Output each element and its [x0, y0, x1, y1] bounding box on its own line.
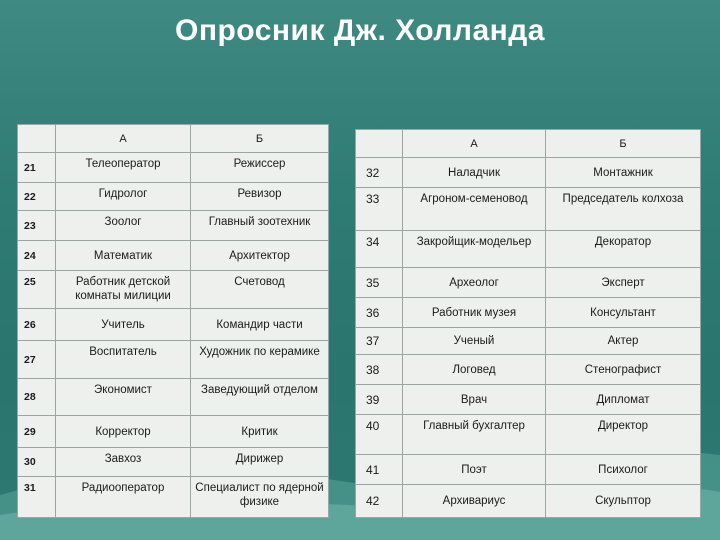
table-row — [356, 298, 701, 328]
option-b: Директор — [546, 415, 701, 455]
right-table — [355, 129, 701, 518]
option-b: Дирижер — [191, 448, 329, 477]
option-a: Архивариус — [403, 485, 546, 518]
header-cell-a: А — [403, 130, 546, 158]
option-a: Завхоз — [56, 448, 191, 477]
row-number: 26 — [18, 309, 56, 341]
row-number: 27 — [18, 341, 56, 379]
row-number: 42 — [356, 485, 403, 518]
option-b: Декоратор — [546, 231, 701, 268]
page-title: Опросник Дж. Холланда — [175, 14, 545, 47]
option-a: Работник детской комнаты милиции — [56, 271, 191, 309]
option-a: Логовед — [403, 355, 546, 385]
row-number: 29 — [18, 416, 56, 448]
table-row — [18, 477, 329, 518]
option-a: Ученый — [403, 328, 546, 355]
table-row — [18, 153, 329, 183]
header-cell-num — [356, 130, 403, 158]
table-row — [18, 416, 329, 448]
table-row — [18, 183, 329, 211]
option-a: Учитель — [56, 309, 191, 341]
option-a: Телеоператор — [56, 153, 191, 183]
option-a: Врач — [403, 385, 546, 415]
header-cell-b: Б — [546, 130, 701, 158]
table-row — [356, 355, 701, 385]
option-a: Математик — [56, 241, 191, 271]
option-b: Актер — [546, 328, 701, 355]
option-b: Скульптор — [546, 485, 701, 518]
table-row — [18, 309, 329, 341]
option-a: Поэт — [403, 455, 546, 485]
option-b: Командир части — [191, 309, 329, 341]
row-number: 21 — [18, 153, 56, 183]
row-number: 31 — [18, 477, 56, 518]
option-b: Монтажник — [546, 158, 701, 188]
table-row — [356, 485, 701, 518]
table-row — [18, 341, 329, 379]
header-cell-a: А — [56, 125, 191, 153]
table-row — [356, 328, 701, 355]
option-a: Главный бухгалтер — [403, 415, 546, 455]
option-b: Дипломат — [546, 385, 701, 415]
option-a: Закройщик-модельер — [403, 231, 546, 268]
table-row — [18, 448, 329, 477]
row-number: 38 — [356, 355, 403, 385]
option-b: Архитектор — [191, 241, 329, 271]
row-number: 28 — [18, 379, 56, 416]
option-b: Председатель колхоза — [546, 188, 701, 231]
table-row — [356, 455, 701, 485]
row-number: 36 — [356, 298, 403, 328]
table-row — [18, 241, 329, 271]
table-row — [356, 268, 701, 298]
option-b: Заведующий отделом — [191, 379, 329, 416]
option-b: Ревизор — [191, 183, 329, 211]
left-table — [17, 124, 329, 518]
row-number: 22 — [18, 183, 56, 211]
option-a: Радиооператор — [56, 477, 191, 518]
option-b: Консультант — [546, 298, 701, 328]
option-b: Специалист по ядерной физике — [191, 477, 329, 518]
option-a: Археолог — [403, 268, 546, 298]
row-number: 39 — [356, 385, 403, 415]
row-number: 23 — [18, 211, 56, 241]
option-b: Режиссер — [191, 153, 329, 183]
row-number: 30 — [18, 448, 56, 477]
table-row — [356, 158, 701, 188]
row-number: 34 — [356, 231, 403, 268]
row-number: 41 — [356, 455, 403, 485]
row-number: 24 — [18, 241, 56, 271]
table-row — [18, 271, 329, 309]
table-row — [356, 231, 701, 268]
option-b: Художник по керамике — [191, 341, 329, 379]
table-row — [18, 379, 329, 416]
table-header-row — [356, 130, 701, 158]
row-number: 32 — [356, 158, 403, 188]
header-cell-num — [18, 125, 56, 153]
option-a: Работник музея — [403, 298, 546, 328]
row-number: 37 — [356, 328, 403, 355]
row-number: 33 — [356, 188, 403, 231]
option-a: Зоолог — [56, 211, 191, 241]
option-a: Наладчик — [403, 158, 546, 188]
header-cell-b: Б — [191, 125, 329, 153]
option-a: Корректор — [56, 416, 191, 448]
option-b: Главный зоотехник — [191, 211, 329, 241]
table-row — [356, 385, 701, 415]
row-number: 40 — [356, 415, 403, 455]
option-a: Агроном-семеновод — [403, 188, 546, 231]
table-row — [18, 211, 329, 241]
option-b: Стенографист — [546, 355, 701, 385]
option-b: Эксперт — [546, 268, 701, 298]
table-header-row — [18, 125, 329, 153]
table-row — [356, 415, 701, 455]
option-b: Психолог — [546, 455, 701, 485]
option-a: Гидролог — [56, 183, 191, 211]
option-b: Счетовод — [191, 271, 329, 309]
option-b: Критик — [191, 416, 329, 448]
row-number: 25 — [18, 271, 56, 309]
option-a: Воспитатель — [56, 341, 191, 379]
row-number: 35 — [356, 268, 403, 298]
table-row — [356, 188, 701, 231]
option-a: Экономист — [56, 379, 191, 416]
